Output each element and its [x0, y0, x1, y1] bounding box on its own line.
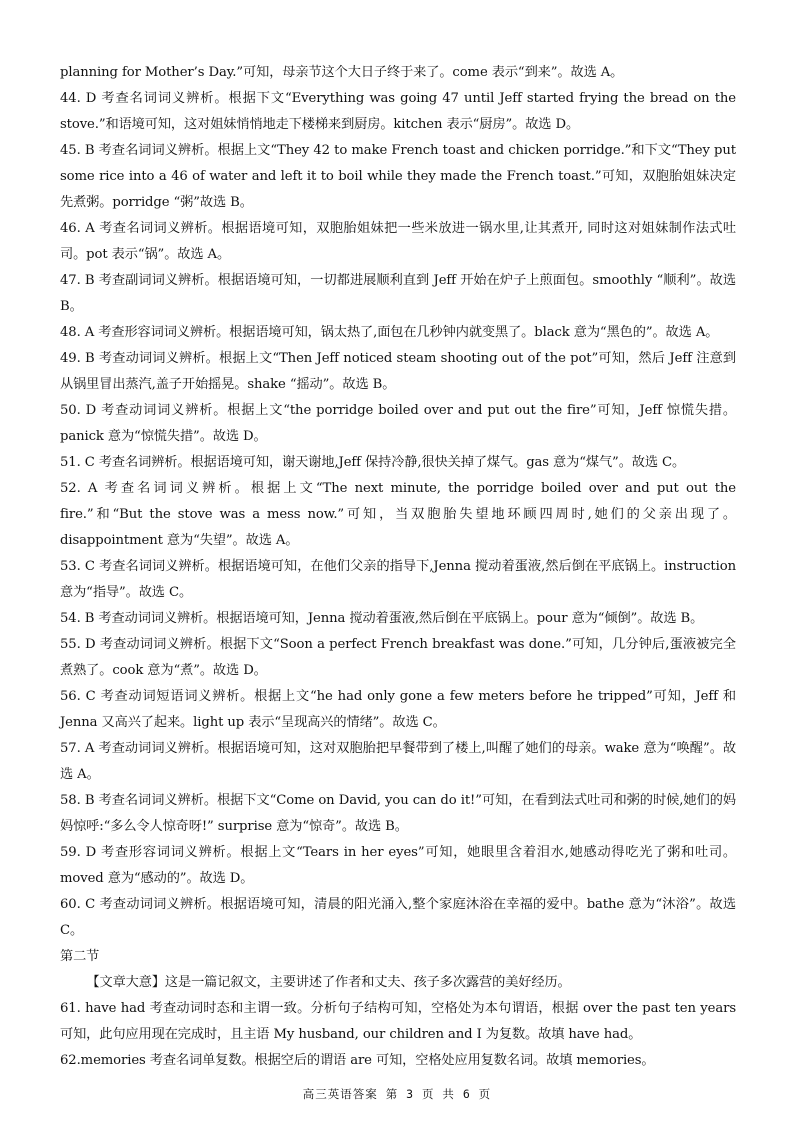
page-footer: 高三英语答案 第 3 页 共 6 页: [302, 1087, 492, 1101]
answer-text-body: [60, 60, 736, 1074]
answer-44: 44. D 考查名词词义辨析。根据下文“Everything was going 47 until Jeff started frying the bread on the stove.”和语境可知，这对姐妹悄悄地走下楼梯来到厨房。kitchen 表示“厨房”。故选 D。: [60, 91, 736, 132]
passage-summary: 【文章大意】这是一篇记叙文，主要讲述了作者和丈夫、孩子多次露营的美好经历。: [86, 975, 571, 990]
answer-53: 53. C 考查名词词义辨析。根据语境可知，在他们父亲的指导下,Jenna 搅动着蛋液,然后倒在平底锅上。instruction 意为“指导”。故选 C。: [60, 559, 736, 600]
answer-54: 54. B 考查动词词义辨析。根据语境可知，Jenna 搅动着蛋液,然后倒在平底锅上。pour 意为“倾倒”。故选 B。: [60, 611, 704, 626]
answer-45: 45. B 考查名词词义辨析。根据上文“They 42 to make French toast and chicken porridge.”和下文“They put some rice into a 46 of water and left it to boil while they made the French toast.”可知，双胞胎姐妹决定先煮粥。porridge “粥”故选 B。: [60, 143, 736, 210]
answer-46: 46. A 考查名词词义辨析。根据语境可知，双胞胎姐妹把一些米放进一锅水里,让其煮开, 同时这对姐妹制作法式吐司。pot 表示“锅”。故选 A。: [60, 221, 736, 262]
answer-57: 57. A 考查动词词义辨析。根据语境可知，这对双胞胎把早餐带到了楼上,叫醒了她们的母亲。wake 意为“唤醒”。故选 A。: [60, 741, 736, 782]
answer-56: 56. C 考查动词短语词义辨析。根据上文“he had only gone a few meters before he tripped”可知，Jeff 和 Jenna 又高兴了起来。light up 表示“呈现高兴的情绪”。故选 C。: [60, 689, 736, 730]
answer-47: 47. B 考查副词词义辨析。根据语境可知，一切都进展顺利直到 Jeff 开始在炉子上煎面包。smoothly “顺利”。故选 B。: [60, 273, 736, 314]
answer-48: 48. A 考查形容词词义辨析。根据语境可知，锅太热了,面包在几秒钟内就变黑了。black 意为“黑色的”。故选 A。: [60, 325, 719, 340]
answer-61: 61. have had 考查动词时态和主谓一致。分析句子结构可知，空格处为本句谓语，根据 over the past ten years 可知，此句应用现在完成时，且主语 My husband, our children and I 为复数。故填 have had。: [60, 1001, 736, 1042]
answer-51: 51. C 考查名词辨析。根据语境可知，谢天谢地,Jeff 保持冷静,很快关掉了煤气。gas 意为“煤气”。故选 C。: [60, 455, 686, 470]
section-heading: 第二节: [60, 949, 100, 964]
answer-55: 55. D 考查动词词义辨析。根据下文“Soon a perfect French breakfast was done.”可知，几分钟后,蛋液被完全煮熟了。cook 意为“煮”。故选 D。: [60, 637, 736, 678]
answer-49: 49. B 考查动词词义辨析。根据上文“Then Jeff noticed steam shooting out of the pot”可知，然后 Jeff 注意到从锅里冒出蒸汽,盖子开始摇晃。shake “摇动”。故选 B。: [60, 351, 736, 392]
answer-52: 52. A 考查名词词义辨析。根据上文“The next minute, the porridge boiled over and put out the fire.”和“But the stove was a mess now.”可知，当双胞胎失望地环顾四周时,她们的父亲出现了。disappointment 意为“失望”。故选 A。: [60, 481, 736, 548]
answer-50: 50. D 考查动词词义辨析。根据上文“the porridge boiled over and put out the fire”可知，Jeff 惊慌失措。panick 意为“惊慌失措”。故选 D。: [60, 403, 736, 444]
answer-59: 59. D 考查形容词词义辨析。根据上文“Tears in her eyes”可知，她眼里含着泪水,她感动得吃光了粥和吐司。moved 意为“感动的”。故选 D。: [60, 845, 736, 886]
answer-60: 60. C 考查动词词义辨析。根据语境可知，清晨的阳光涌入,整个家庭沐浴在幸福的爱中。bathe 意为“沐浴”。故选 C。: [60, 897, 736, 938]
answer-continuation-43: planning for Mother’s Day.”可知，母亲节这个大日子终于来了。come 表示“到来”。故选 A。: [60, 65, 624, 80]
answer-62: 62.memories 考查名词单复数。根据空后的谓语 are 可知，空格处应用复数名词。故填 memories。: [60, 1053, 655, 1068]
answer-58: 58. B 考查名词词义辨析。根据下文“Come on David, you can do it!”可知，在看到法式吐司和粥的时候,她们的妈妈惊呼:“多么令人惊奇呀!” surprise 意为“惊奇”。故选 B。: [60, 793, 736, 834]
